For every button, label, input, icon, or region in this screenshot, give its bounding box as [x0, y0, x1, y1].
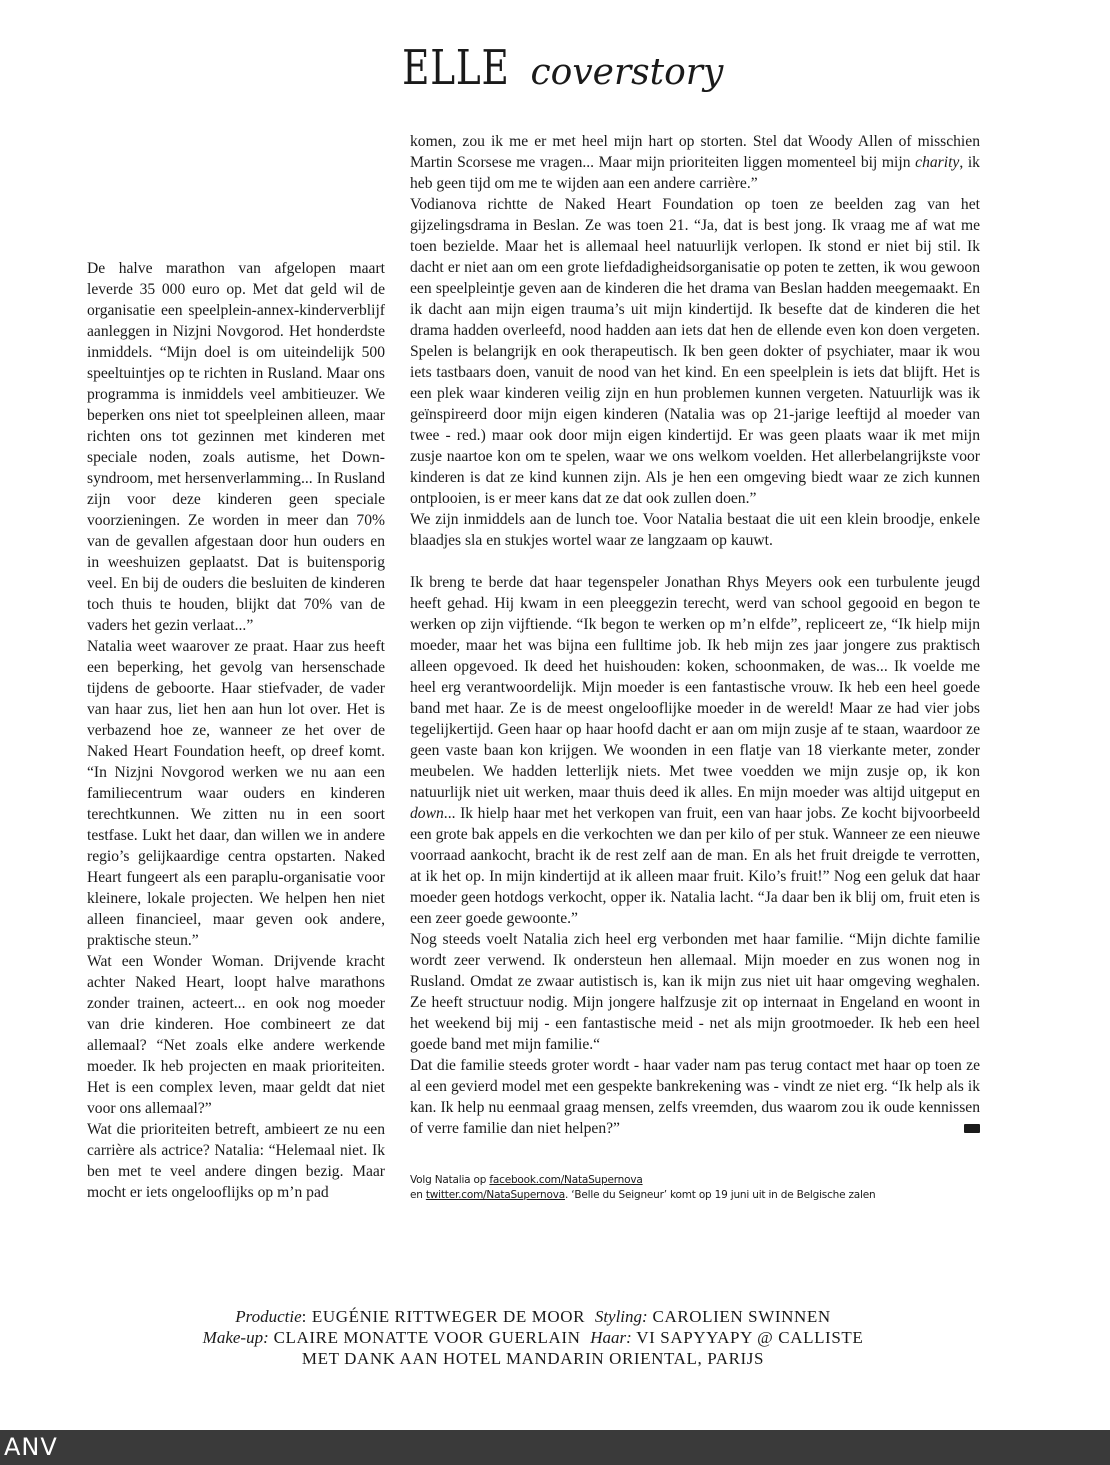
production-name: : EUGÉNIE RITTWEGER DE MOOR [301, 1307, 586, 1326]
follow-note [410, 1173, 1010, 1203]
photo-credits [0, 1306, 1066, 1369]
twitter-link[interactable]: twitter.com/NataSupernova [425, 1189, 565, 1201]
follow-note-line-1 [410, 1173, 1010, 1188]
article-right-column [410, 131, 980, 1139]
article-paragraph [410, 572, 980, 929]
paragraph-text: komen, zou ik me er met heel mijn hart op storten. Stel dat Woody Allen of misschien Martin Scorsese me vragen... Maar mijn prioriteiten liggen momenteel bij mijn [410, 133, 980, 171]
styling-name: CAROLIEN SWINNEN [647, 1307, 831, 1326]
paragraph-gap [410, 551, 980, 572]
credits-line-2 [0, 1327, 1066, 1348]
article-paragraph [410, 131, 980, 194]
section-title: coverstory [530, 52, 724, 93]
article-paragraph: Nog steeds voelt Natalia zich heel erg verbonden met haar familie. “Mijn dichte familie wordt zeer verwend. Ik ondersteun hen allemaal. Mijn moeder en zus wonen nog in Rusland. Omdat ze zwaar autistisch is, kan ik mijn zus niet uit haar omgeving weghalen. Ze heeft structuur nodig. Mijn jongere halfzusje zit op internaat in Engeland en woont in het weekend bij mij - een fantastische meid - net als mijn grootmoeder. Ik heb een heel goede band met mijn familie.“ [410, 931, 980, 1053]
hair-label: Haar: [590, 1328, 632, 1347]
paragraph-text: Dat die familie steeds groter wordt - haar vader nam pas terug contact met haar op toen ze al een gevierd model met een gespekte bankrekening was - vindt ze niet erg. “Ik help als ik kan. Ik help nu eenmaal graag mensen, zelfs vreemden, dus waarom zou ik oude kennissen of verre familie dan niet helpen?” [410, 1057, 980, 1137]
follow-note-line-2 [410, 1188, 1010, 1203]
follow-prefix: Volg Natalia op [410, 1174, 490, 1186]
article-paragraph: We zijn inmiddels aan de lunch toe. Voor Natalia bestaat die uit een klein broodje, enkele blaadjes sla en stukjes wortel waar ze langzaam op kauwt. [410, 511, 980, 549]
article-paragraph: Natalia weet waarover ze praat. Haar zus heeft een beperking, het gevolg van hersenschade tijdens de geboorte. Haar stiefvader, de vader van haar zus, liet hen aan hun lot over. Het is verbazend hoe ze, wanneer ze het over de Naked Heart Foundation heeft, op dreef komt. “In Nizjni Novgorod werken we nu aan een familiecentrum waar ouders en kinderen terechtkunnen. We zitten nu in een soort testfase. Lukt het daar, dan willen we in andere regio’s gelijkaardige centra opstarten. Naked Heart fungeert als een paraplu-organisatie voor kleinere, lokale projecten. We helpen hen niet alleen financieel, maar geven ook andere, praktische steun.” [87, 638, 385, 949]
credits-line-3: MET DANK AAN HOTEL MANDARIN ORIENTAL, PARIJS [301, 1349, 765, 1368]
article-paragraph: De halve marathon van afgelopen maart leverde 35 000 euro op. Met dat geld wil de organisatie een speelplein-annex-kinderverblijf aanleggen in Nizjni Novgorod. Het honderdste inmiddels. “Mijn doel is om uiteindelijk 500 speeltuintjes op te richten in Rusland. Maar ons programma is inmiddels veel ambitieuzer. We beperken ons niet tot speelpleinen alleen, maar richten ons tot gezinnen met kinderen met speciale noden, zoals autisme, het Down-syndroom, met hersenverlamming... In Rusland zijn voor deze kinderen geen speciale voorzieningen. Ze worden in meer dan 70% van de gevallen afgestaan door hun ouders en in weeshuizen geplaatst. Dat is buitensporig veel. En bij de ouders die besluiten de kinderen toch thuis te houden, blijkt dat 70% van de vaders het gezin verlaat...” [87, 260, 385, 634]
article-paragraph: Wat een Wonder Woman. Drijvende kracht achter Naked Heart, loopt halve marathons zonder trainen, acteert... en ook nog moeder van drie kinderen. Hoe combineert ze dat allemaal? “Net zoals elke andere werkende moeder. Ik heb projecten en maak prioriteiten. Het is een complex leven, maar geldt dat niet voor ons allemaal?” [87, 953, 385, 1117]
follow-middle: en [410, 1189, 426, 1201]
hair-name: VI SAPYYAPY @ CALLISTE [631, 1328, 864, 1347]
credits-line-1 [0, 1306, 1066, 1327]
article-left-column [87, 258, 385, 1203]
page-header [0, 40, 1110, 96]
makeup-label: Make-up: [202, 1328, 269, 1347]
facebook-link[interactable]: facebook.com/NataSupernova [489, 1174, 643, 1186]
paragraph-text: ... Ik hielp haar met het verkopen van fruit, een van haar jobs. Ze kocht bijvoorbeeld een grote bak appels en die verkochten we dan per kilo of per stuk. Wanneer ze een nieuwe voorraad aankocht, bracht ik de rest zelf aan de man. En als het fruit dreigde te verrotten, at ik het op. In mijn kindertijd at ik alleen maar fruit. Kilo’s fruit!” Nog een geluk dat haar moeder geen hotdogs verkocht, opper ik. Natalia lacht. “Ja daar ben ik blij om, fruit eten is een zeer goede gewoonte.” [410, 805, 980, 927]
follow-suffix: . ‘Belle du Seigneur’ komt op 19 juni uit in de Belgische zalen [564, 1189, 876, 1201]
article-paragraph: Wat die prioriteiten betreft, ambieert ze nu een carrière als actrice? Natalia: “Helemaal niet. Ik ben met te veel andere dingen bezig. Maar mocht er iets ongelooflijks op m’n pad [87, 1121, 385, 1201]
paragraph-text: , ik heb geen tijd om me te wijden aan een andere carrière.” [410, 154, 980, 192]
production-label: Productie [235, 1307, 302, 1326]
end-of-article-icon [964, 1124, 980, 1133]
footer-bar [0, 1430, 1110, 1465]
footer-code: ANV [4, 1433, 58, 1461]
paragraph-text: Ik breng te berde dat haar tegenspeler Jonathan Rhys Meyers ook een turbulente jeugd heeft gehad. Hij kwam in een pleeggezin terecht, werd van school gegooid en begon te werken op zijn vijftiende. “Ik begon te werken op m’n elfde”, repliceert ze, “Ik hielp mijn moeder, maar het was bijna een fulltime job. Ik heb mijn zes jaar jongere zus praktisch alleen opgevoed. Ik deed het huishouden: koken, schoonmaken, de was... Ik voelde me heel erg verantwoordelijk. Mijn moeder is een fantastische vrouw. Ik heb een heel goede band met haar. Ze is de meest ongelooflijke moeder in de wereld! Maar ze had vier jobs tegelijkertijd. Geen haar op haar hoofd dacht er aan om mijn zusje af te staan, waardoor ze geen vaste baan kon krijgen. We woonden in een flatje van 18 vierkante meter, zonder meubelen. We hadden letterlijk niets. Met twee voedden we mijn zusje op, ik kon natuurlijk niet uit werken, maar thuis deed ik alles. En mijn moeder was altijd uitgeput en [410, 574, 980, 801]
article-paragraph: Vodianova richtte de Naked Heart Foundation op toen ze beelden zag van het gijzelingsdrama in Beslan. Ze was toen 21. “Ja, dat is best jong. Ik vraag me af wat me toen bezielde. Maar het is allemaal heel natuurlijk verlopen. Ik stond er niet bij stil. Ik dacht er niet aan om een grote liefdadigheidsorganisatie op poten te zetten, ik wou gewoon een speelpleintje geven aan de kinderen die het drama van Beslan hadden meegemaakt. En ik dacht aan mijn eigen trauma’s uit mijn kindertijd. Ik besefte dat de kinderen die het drama hadden overleefd, nood hadden aan iets dat hen de ellende even kon doen vergeten. Spelen is belangrijk en ook therapeutisch. Ik ben geen dokter of psychiater, maar ik wou iets tastbaars doen, vanuit de nood van het kind. En een speelplein is iets dat blijft. Het is een plek waar kinderen veilig zijn en hun problemen kunnen vergeten. Natuurlijk was ik geïnspireerd door mijn eigen kinderen (Natalia was op 21-jarige leeftijd al moeder van twee - red.) maar ook door mijn eigen kindertijd. Er was geen plaats waar ik met mijn zusje naartoe kon om te spelen, waar we ons welkom voelden. Het allerbelangrijkste voor kinderen is dat ze kind kunnen zijn. Als je hen een omgeving biedt waar ze zich kunnen ontplooien, is er meer kans dat ze dat ook zullen doen.” [410, 196, 980, 507]
article-paragraph [410, 1055, 980, 1139]
makeup-name: CLAIRE MONATTE VOOR GUERLAIN [268, 1328, 581, 1347]
styling-label: Styling: [594, 1307, 648, 1326]
magazine-logo: ELLE [401, 40, 510, 96]
italic-word: down [410, 805, 444, 822]
italic-word: charity [915, 154, 960, 171]
